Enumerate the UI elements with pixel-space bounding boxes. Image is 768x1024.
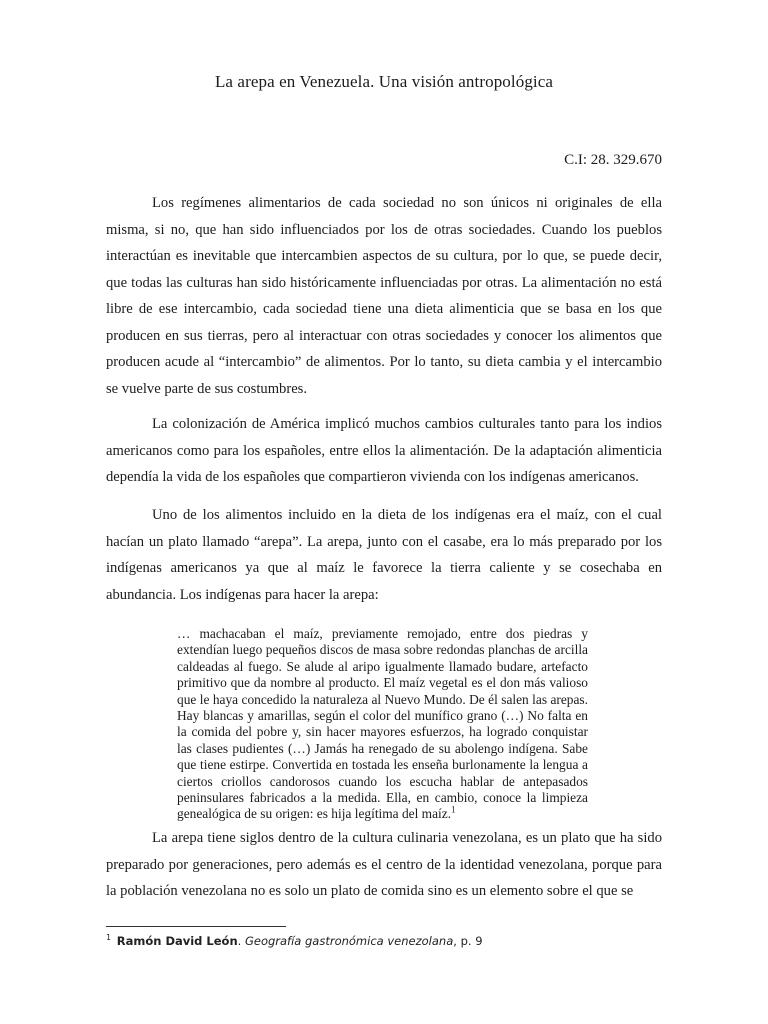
footnote-number: 1	[106, 933, 112, 943]
footnote	[106, 934, 483, 948]
document-title: La arepa en Venezuela. Una visión antropológica	[214, 72, 554, 91]
paragraph-4: La arepa tiene siglos dentro de la cultura culinaria venezolana, es un plato que ha sido preparado por generaciones, pero además es el centro de la identidad venezolana, porque para la población venezolana no es solo un plato de comida sino es un elemento sobre el que se	[106, 830, 662, 899]
footnote-author: Ramón David León	[116, 934, 238, 948]
block-quote	[177, 626, 588, 823]
block-quote-text: … machacaban el maíz, previamente remojado, entre dos piedras y extendían luego pequeños discos de masa sobre redondas planchas de arcilla caldeadas al fuego. Se alude al aripo igualmente llamado budare, artefacto primitivo que da nombre al producto. El maíz vegetal es el don más valioso que le haya concedido la naturaleza al Nuevo Mundo. De él salen las arepas. Hay blancas y amarillas, según el color del munífico grano (…) No falta en la comida del pobre y, sin hacer mayores esfuerzos, ha logrado conquistar las clases pudientes (…) Jamás ha renegado de su abolengo indígena. Sabe que tiene estirpe. Convertida en tostada les enseña burlonamente la lengua a ciertos criollos candorosos cuando los escucha hablar de antepasados peninsulares fabricados a la medida. Ella, en cambio, conoce la limpieza genealógica de su origen: es hija legítima del maíz.	[177, 626, 588, 822]
id-number: C.I: 28. 329.670	[564, 152, 662, 168]
footnote-divider	[106, 926, 286, 927]
footnote-reference[interactable]: 1	[451, 805, 456, 815]
paragraph-3: Uno de los alimentos incluido en la dieta de los indígenas era el maíz, con el cual hacían un plato llamado “arepa”. La arepa, junto con el casabe, era lo más preparado por los indígenas americanos ya que al maíz le favorece la tierra caliente y se cosechaba en abundancia. Los indígenas para hacer la arepa:	[106, 507, 662, 603]
footnote-separator: .	[237, 934, 245, 948]
paragraph-1: Los regímenes alimentarios de cada sociedad no son únicos ni originales de ella misma, si no, que han sido influenciados por los de otras sociedades. Cuando los pueblos interactúan es inevitable que intercambien aspectos de su cultura, por lo que, se puede decir, que todas las culturas han sido históricamente influenciadas por otras. La alimentación no está libre de ese intercambio, cada sociedad tiene una dieta alimenticia que se basa en los que producen en sus tierras, pero al interactuar con otras sociedades y conocer los alimentos que producen acude al “intercambio” de alimentos. Por lo tanto, su dieta cambia y el intercambio se vuelve parte de sus costumbres.	[106, 195, 662, 397]
paragraph-2: La colonización de América implicó muchos cambios culturales tanto para los indios americanos como para los españoles, entre ellos la alimentación. De la adaptación alimenticia dependía la vida de los españoles que compartieron vivienda con los indígenas americanos.	[106, 416, 662, 485]
footnote-work-title: Geografía gastronómica venezolana	[244, 934, 454, 948]
footnote-page: , p. 9	[453, 934, 483, 948]
